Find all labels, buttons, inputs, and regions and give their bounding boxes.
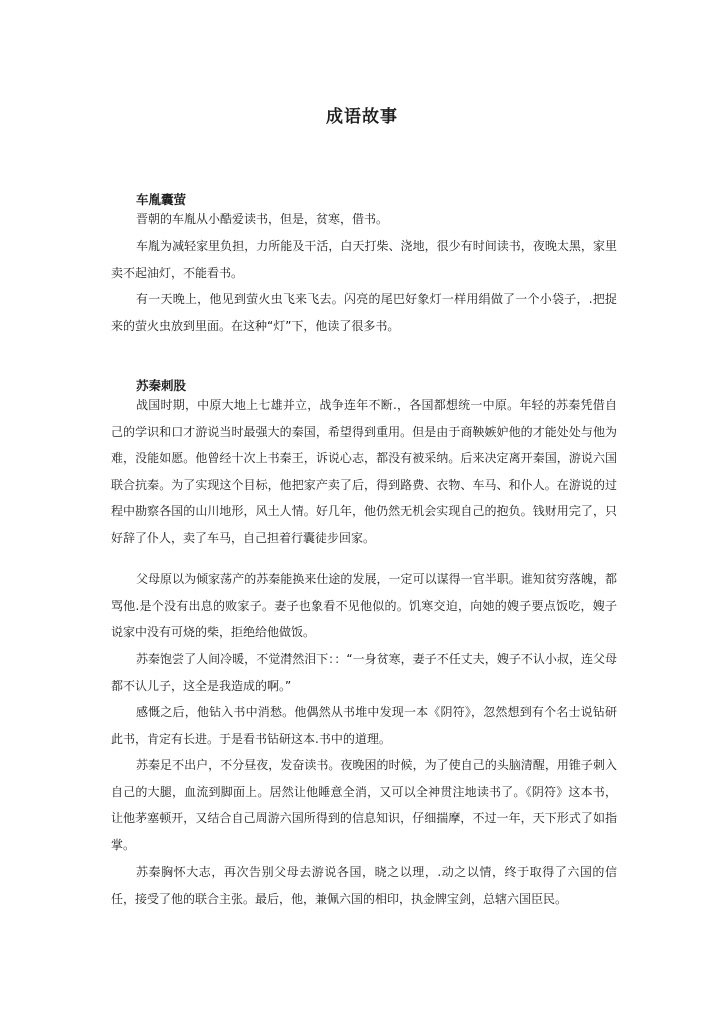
section-heading: 车胤囊萤: [136, 192, 187, 207]
section-heading: 苏秦刺股: [136, 378, 187, 393]
paragraph: 有一天晚上，他见到萤火虫飞来飞去。闪亮的尾巴好象灯一样用绢做了一个小袋子，.把捉来的萤火虫放到里面。在这种“灯”下，他读了很多书。: [111, 292, 617, 333]
paragraph: 父母原以为倾家荡产的苏秦能换来仕途的发展，一定可以谋得一官半职。谁知贫穷落魄，都骂他.是个没有出息的败家子。妻子也象看不见他似的。饥寒交迫，向她的嫂子要点饭吃，嫂子说家中没有可烧的柴，拒绝给他做饭。: [111, 572, 617, 639]
paragraph: 车胤为减轻家里负担，力所能及干活，白天打柴、浇地，很少有时间读书，夜晚太黑，家里卖不起油灯，不能看书。: [111, 239, 617, 280]
document-title: 成语故事: [326, 107, 398, 127]
paragraph: 感慨之后，他钻入书中消愁。他偶然从书堆中发现一本《阴符》，忽然想到有个名士说钻研此书，肯定有长进。于是看书钻研这本.书中的道理。: [111, 705, 617, 746]
paragraph: 战国时期，中原大地上七雄并立，战争连年不断.，各国都想统一中原。年轻的苏秦凭借自己的学识和口才游说当时最强大的秦国，希望得到重用。但是由于商鞅嫉妒他的才能处处与他为难，没能如愿。他曾经十次上书秦王，诉说心志，都没有被采纳。后来决定离开秦国，游说六国联合抗秦。为了实现这个目标，他把家产卖了后，得到路费、衣物、车马、和仆人。在游说的过程中勘察各国的山川地形，风土人情。好几年，他仍然无机会实现自己的抱负。钱财用完了，只好辞了仆人，卖了车马，自己担着行囊徒步回家。: [111, 398, 617, 545]
paragraph: 晋朝的车胤从小酷爱读书，但是，贫寒，借书。: [136, 212, 389, 226]
paragraph: 苏秦足不出户，不分昼夜，发奋读书。夜晚困的时候，为了使自己的头脑清醒，用锥子刺入自己的大腿，血流到脚面上。居然让他睡意全消，又可以全神贯注地读书了。《阴符》这本书，让他茅塞顿开，又结合自己周游六国所得到的信息知识，仔细揣摩，不过一年，天下形式了如指掌。: [111, 758, 617, 852]
paragraph: 苏秦饱尝了人间冷暖，不觉潸然泪下：：“一身贫寒，妻子不任丈夫，嫂子不认小叔，连父母都不认儿子，这全是我造成的啊。”: [111, 652, 617, 693]
paragraph: 苏秦胸怀大志，再次告别父母去游说各国，晓之以理，.动之以情，终于取得了六国的信任，接受了他的联合主张。最后，他，兼佩六国的相印，执金牌宝剑，总辖六国臣民。: [111, 865, 617, 906]
